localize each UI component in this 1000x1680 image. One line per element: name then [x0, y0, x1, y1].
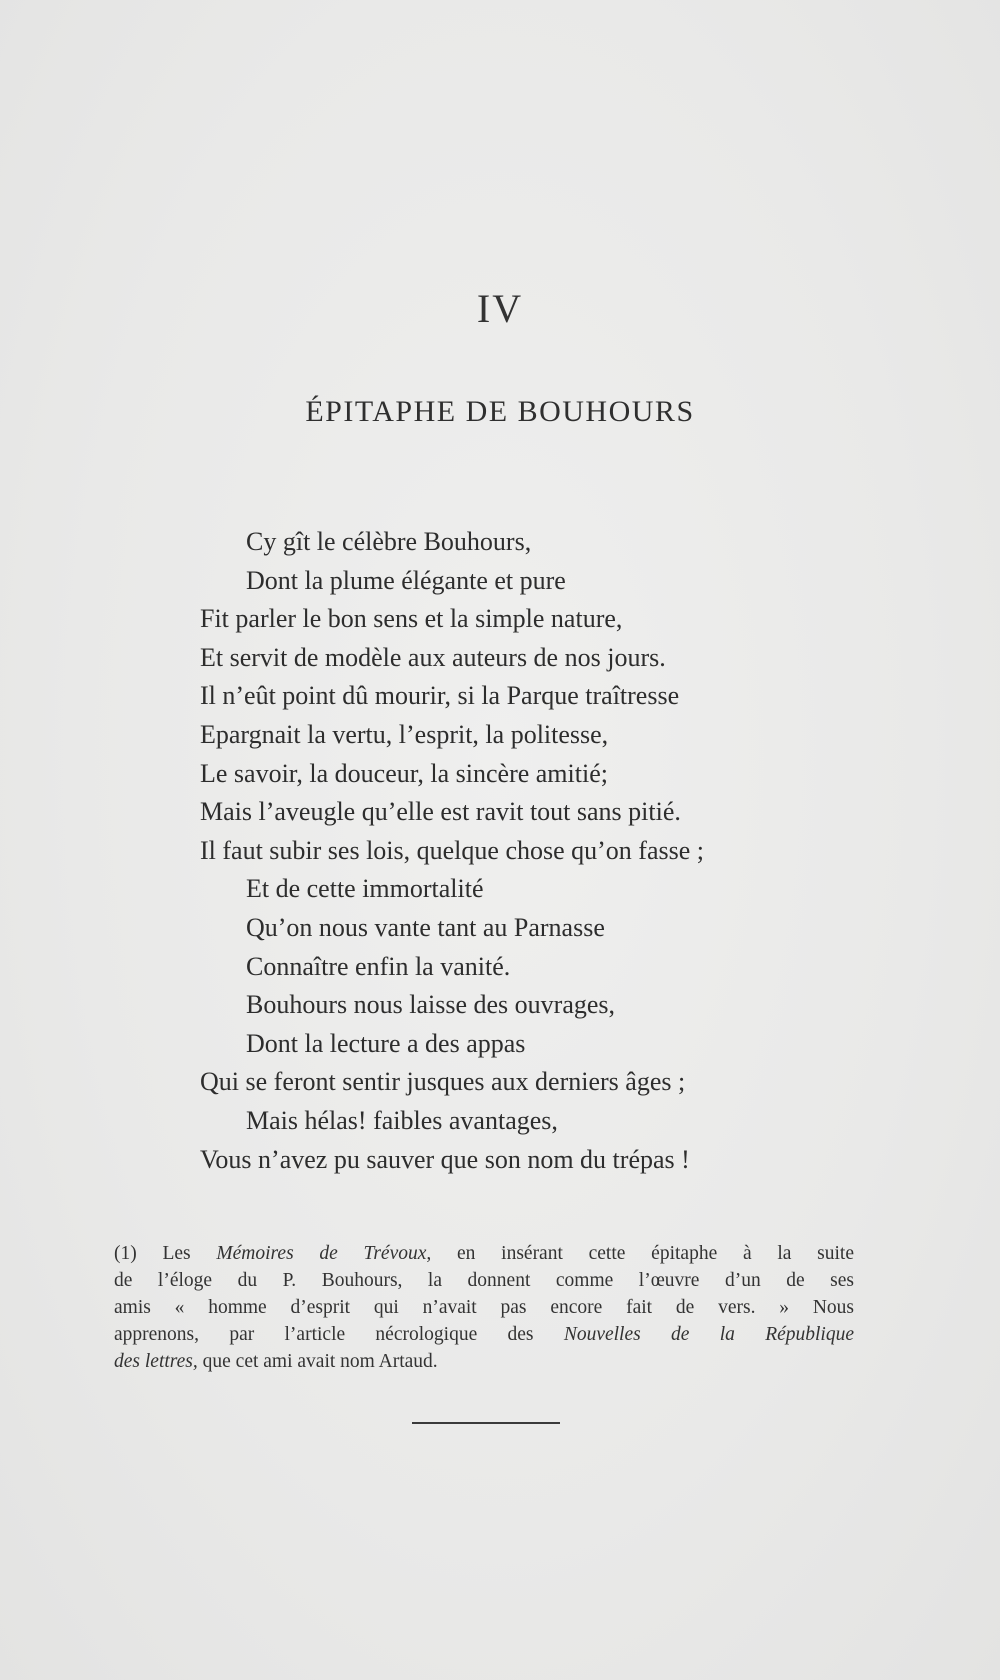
poem-line: Dont la plume élégante et pure	[246, 565, 566, 595]
end-rule	[412, 1422, 560, 1424]
footnote-line: apprenons, par l’article nécrologique des Nouvelles de la République	[114, 1324, 854, 1345]
footnote-line: (1) Les Mémoires de Trévoux, en insérant cette épitaphe à la suite	[114, 1243, 855, 1264]
poem-line: Cy gît le célèbre Bouhours,	[246, 527, 532, 556]
footnote-italic-title: des lettres,	[114, 1351, 198, 1372]
poem-line: Il n’eût point dû mourir, si la Parque traîtresse	[200, 681, 680, 711]
footnote	[114, 1240, 854, 1375]
poem-line: Fit parler le bon sens et la simple nature,	[200, 604, 623, 634]
poem-line: Qui se feront sentir jusques aux derniers âges ;	[200, 1067, 686, 1097]
poem-line: Et servit de modèle aux auteurs de nos jours.	[200, 642, 666, 672]
footnote-italic-title: Nouvelles de la République	[563, 1324, 854, 1345]
poem-line: Il faut subir ses lois, quelque chose qu’on fasse ;	[200, 835, 705, 865]
footnote-line: des lettres, que cet ami avait nom Artaud.	[114, 1351, 438, 1372]
chapter-number: IV	[476, 286, 524, 331]
poem-line: Le savoir, la douceur, la sincère amitié;	[200, 758, 608, 788]
footnote-italic-title: Mémoires de Trévoux,	[216, 1243, 432, 1264]
poem-line: Connaître enfin la vanité.	[246, 951, 511, 981]
poem-line: Qu’on nous vante tant au Parnasse	[246, 912, 605, 942]
footnote-line: de l’éloge du P. Bouhours, la donnent comme l’œuvre d’un de ses	[114, 1270, 854, 1291]
poem-line: Mais hélas! faibles avantages,	[246, 1105, 558, 1135]
poem	[200, 523, 880, 1179]
footnote-line: amis « homme d’esprit qui n’avait pas encore fait de vers. » Nous	[114, 1297, 854, 1318]
footnote-marker: (1)	[114, 1243, 137, 1264]
poem-line: Epargnait la vertu, l’esprit, la politesse,	[200, 719, 609, 749]
page-title: ÉPITAPHE DE BOUHOURS	[305, 395, 695, 428]
poem-line: Dont la lecture a des appas	[246, 1028, 526, 1058]
poem-line: Vous n’avez pu sauver que son nom du trépas !	[200, 1144, 690, 1174]
poem-line: Bouhours nous laisse des ouvrages,	[246, 990, 616, 1020]
poem-line: Mais l’aveugle qu’elle est ravit tout sans pitié.	[200, 797, 681, 827]
poem-line: Et de cette immortalité	[246, 874, 484, 904]
